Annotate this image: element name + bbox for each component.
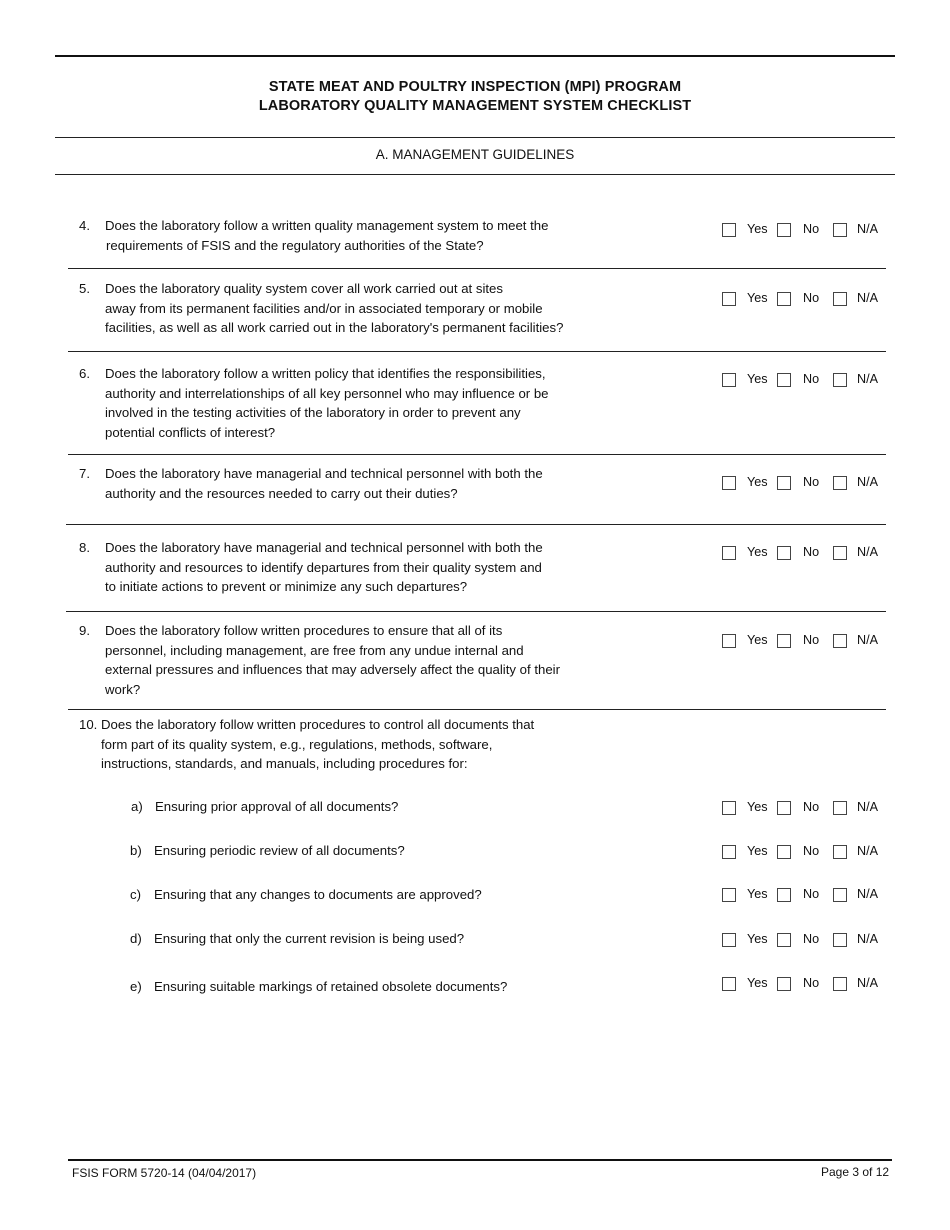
header-divider [55,137,895,138]
option-label: Yes [747,222,768,236]
option-label: N/A [857,887,878,901]
question-text-line: Does the laboratory have managerial and technical personnel with both the [105,540,543,555]
page-number: Page 3 of 12 [821,1165,890,1179]
question-number: 4. [79,218,90,233]
question-text-line: Does the laboratory follow written procedures to ensure that all of its [105,623,503,638]
checkbox-na[interactable] [833,801,847,815]
option-label: No [803,887,820,901]
question-divider [68,351,886,352]
option-label: N/A [857,800,878,814]
option-label: No [803,291,820,305]
checkbox-no[interactable] [777,223,791,237]
subitem-text: Ensuring suitable markings of retained obsolete documents? [154,979,508,994]
option-label: No [803,932,820,946]
option-label: Yes [747,887,768,901]
subitem-a [131,799,398,814]
question-text-line: instructions, standards, and manuals, including procedures for: [101,756,468,771]
option-label: No [803,800,820,814]
question-text-line: authority and the resources needed to carry out their duties? [105,486,458,501]
checkbox-yes[interactable] [722,634,736,648]
checkbox-na[interactable] [833,933,847,947]
question-text-line: potential conflicts of interest? [105,425,276,440]
question-text-line: work? [105,682,141,697]
question-text-line: Does the laboratory have managerial and technical personnel with both the [105,466,543,481]
question-text-line: personnel, including management, are free from any undue internal and [105,643,524,658]
checkbox-na[interactable] [833,634,847,648]
question-text-line: 10. Does the laboratory follow written procedures to control all documents that [79,717,535,732]
checkbox-yes[interactable] [722,476,736,490]
checkbox-yes[interactable] [722,933,736,947]
option-label: Yes [747,545,768,559]
checkbox-yes[interactable] [722,373,736,387]
option-label: N/A [857,633,878,647]
option-label: N/A [857,475,878,489]
subitem-label: e) [130,979,142,994]
checkbox-yes[interactable] [722,845,736,859]
subitem-b [130,843,405,858]
question-text-line: facilities, as well as all work carried out in the laboratory's permanent facilities? [105,320,564,335]
subitem-d [130,931,464,946]
subitem-e [130,979,507,994]
subitem-text: Ensuring periodic review of all documents? [154,843,405,858]
checkbox-no[interactable] [777,373,791,387]
question-text-line: Does the laboratory follow a written quality management system to meet the [105,218,549,233]
checkbox-no[interactable] [777,888,791,902]
checkbox-no[interactable] [777,634,791,648]
question-number: 9. [79,623,90,638]
option-label: N/A [857,932,878,946]
checkbox-yes[interactable] [722,546,736,560]
checkbox-no[interactable] [777,977,791,991]
subitem-label: d) [130,931,142,946]
subitem-label: b) [130,843,142,858]
option-label: Yes [747,932,768,946]
checkbox-no[interactable] [777,933,791,947]
checkbox-na[interactable] [833,292,847,306]
question-text-line: involved in the testing activities of the laboratory in order to prevent any [105,405,521,420]
subitem-label: c) [130,887,141,902]
option-label: No [803,372,820,386]
checkbox-na[interactable] [833,223,847,237]
section-heading: A. MANAGEMENT GUIDELINES [375,147,575,162]
option-label: Yes [747,291,768,305]
question-text-line: requirements of FSIS and the regulatory authorities of the State? [106,238,484,253]
checkbox-na[interactable] [833,373,847,387]
question-number: 6. [79,366,90,381]
checkbox-na[interactable] [833,845,847,859]
option-label: Yes [747,633,768,647]
option-label: No [803,222,820,236]
question-number: 7. [79,466,90,481]
option-label: No [803,475,820,489]
question-text-line: Does the laboratory quality system cover all work carried out at sites [105,281,503,296]
checkbox-na[interactable] [833,888,847,902]
checkbox-no[interactable] [777,801,791,815]
form-number: FSIS FORM 5720-14 (04/04/2017) [72,1166,257,1180]
question-text-line: form part of its quality system, e.g., regulations, methods, software, [101,737,493,752]
subitem-label: a) [131,799,143,814]
option-label: No [803,976,820,990]
question-divider [66,611,886,612]
option-label: N/A [857,545,878,559]
subitem-text: Ensuring that only the current revision is being used? [154,931,465,946]
checkbox-na[interactable] [833,977,847,991]
option-label: Yes [747,800,768,814]
option-label: N/A [857,976,878,990]
question-divider [68,454,886,455]
checkbox-yes[interactable] [722,977,736,991]
form-title-line1: STATE MEAT AND POULTRY INSPECTION (MPI) PROGRAM [268,79,682,95]
question-text-line: authority and interrelationships of all key personnel who may influence or be [105,386,549,401]
top-rule [55,55,895,57]
checkbox-na[interactable] [833,546,847,560]
option-label: N/A [857,844,878,858]
question-divider [68,709,886,710]
checkbox-yes[interactable] [722,801,736,815]
footer-rule [68,1159,892,1161]
checkbox-yes[interactable] [722,292,736,306]
question-number: 5. [79,281,90,296]
subitem-text: Ensuring prior approval of all documents? [155,799,399,814]
option-label: No [803,545,820,559]
option-label: Yes [747,475,768,489]
form-title-line2: LABORATORY QUALITY MANAGEMENT SYSTEM CHECKLIST [258,98,692,114]
checkbox-no[interactable] [777,476,791,490]
option-label: Yes [747,844,768,858]
question-text-line: to initiate actions to prevent or minimize any such departures? [105,579,468,594]
question-text-line: external pressures and influences that may adversely affect the quality of their [105,662,560,677]
question-divider [68,268,886,269]
subitem-text: Ensuring that any changes to documents are approved? [154,887,482,902]
checkbox-yes[interactable] [722,888,736,902]
question-number: 8. [79,540,90,555]
option-label: N/A [857,291,878,305]
subitem-c [130,887,482,902]
question-text-line: authority and resources to identify departures from their quality system and [105,560,542,575]
checkbox-no[interactable] [777,292,791,306]
question-text-line: Does the laboratory follow a written policy that identifies the responsibilities, [105,366,546,381]
question-text-line: away from its permanent facilities and/or in associated temporary or mobile [105,301,543,316]
checkbox-no[interactable] [777,845,791,859]
option-label: Yes [747,976,768,990]
option-label: No [803,844,820,858]
option-label: N/A [857,222,878,236]
question-divider [66,524,886,525]
section-divider [55,174,895,175]
option-label: No [803,633,820,647]
checkbox-yes[interactable] [722,223,736,237]
checkbox-na[interactable] [833,476,847,490]
checkbox-no[interactable] [777,546,791,560]
option-label: Yes [747,372,768,386]
option-label: N/A [857,372,878,386]
